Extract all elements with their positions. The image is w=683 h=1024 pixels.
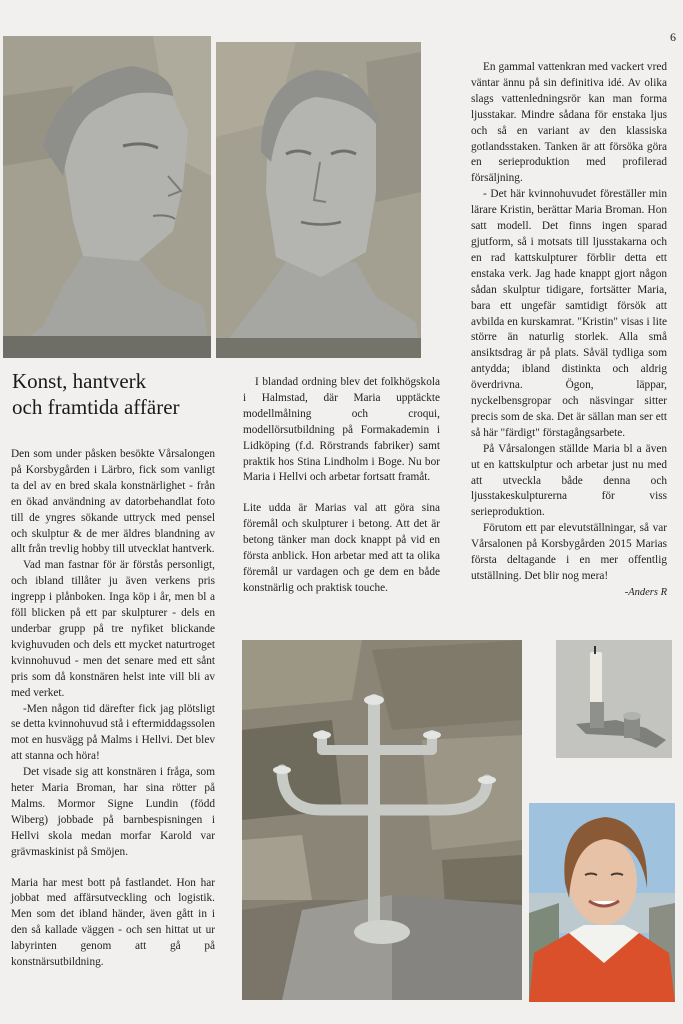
text-column-1	[11, 447, 215, 971]
paragraph: En gammal vattenkran med vackert vred väntar ännu på sin definitiva idé. Av olika slags vattenledningsrör kan man forma ljusstakar. Mindre sådana för enstaka ljus och så en variant av den klassiska gotlandsstaken. Tanken är att försöka göra en serieproduktion med profilerad försäljning.	[471, 61, 667, 185]
paragraph: I blandad ordning blev det folkhögskola i Halmstad, där Maria upptäckte modellmålning och croqui, modellörsutbildning på Formakademin i Lidköping (f.d. Rörstrands fabriker) samt praktik hos Stina Lindholm i Boge. Nu bor Maria i Hellvi och arbetar fortsatt framåt.	[243, 376, 440, 484]
article-title-line1: Konst, hantverk	[12, 369, 147, 393]
paragraph: Maria har mest bott på fastlandet. Hon har jobbat med affärsutveckling och logistik. Men som det ibland händer, även gått in i den så kallade väggen - och sen hittat ut ur labyrinten genom att gå på konstnärsutbildning.	[11, 876, 215, 969]
paragraph: Vad man fastnar för är förstås personligt, och ibland tillåter ju även verkens pris ingrepp i plånboken. Inga köp i år, men bl a föll blicken på ett par skulpturer - dels en underbar grupp på tre nyfiket blickande kvighuvuden och dels ett mycket naturtroget kvinnohuvud - men det senare med ett sånt pris som då konstnären helst inte vill bli av med verket.	[11, 559, 215, 699]
author-signature: -Anders R	[624, 586, 667, 598]
candelabra-photo	[242, 640, 522, 1000]
paragraph: På Vårsalongen ställde Maria bl a även ut en kattskulptur och arbetar just nu med att utveckla både denna och ljusstakeskulpturerna för viss serieproduktion.	[471, 442, 667, 519]
paragraph: -Men någon tid därefter fick jag plötsligt se detta kvinnohuvud stå i eftermiddagssolen mot en husvägg på Malms i Hellvi. Det blev att stanna och höra!	[11, 702, 215, 763]
paragraph: Den som under påsken besökte Vårsalongen på Korsbygården i Lärbro, fick som vanligt ta del av en bred skala konstnärlighet - från en ökad användning av datorbehandlat foto till de yngres sökande uttryck med pensel och skulptur & de mer äldres blandning av allt från trevlig hobby till utvecklat hantverk.	[11, 448, 215, 556]
candleholder-photo	[556, 640, 672, 758]
candleholder-photo-image	[556, 640, 672, 758]
text-column-3	[471, 60, 667, 601]
text-column-2	[243, 375, 440, 597]
artist-portrait-photo-image	[529, 803, 675, 1002]
bust-photo-right	[216, 42, 421, 358]
candelabra-photo-image	[242, 640, 522, 1000]
paragraph: Lite udda är Marias val att göra sina föremål och skulpturer i betong. Att det är betong tänker man dock knappt på vid en första anblick. Hon arbetar med att ta olika föremål ur vardagen och ge dem en både konstnärlig och praktisk touche.	[243, 502, 440, 594]
bust-photo-right-image	[216, 42, 421, 358]
article-title-line2: och framtida affärer	[12, 395, 180, 419]
artist-portrait-photo	[529, 803, 675, 1002]
paragraph: Det visade sig att konstnären i fråga, som heter Maria Broman, har sina rötter på Malms. Mormor Signe Lundin (född Wiberg) jobbade på barnbespisningen i Hellvi skola medan morfar Karold var grävmaskinist på Smöjen.	[11, 766, 215, 858]
paragraph: - Det här kvinnohuvudet föreställer min lärare Kristin, berättar Maria Broman. Hon satt modell. Det finns ingen sparad gjutform, så i motsats till ljusstakarna och en rad kattskulpturer förblir detta ett enstaka verk. Jag hade knappt gjort någon sådan skulptur tidigare, fortsätter Maria, bara ett ungefär samtidigt försök att avbilda en kurskamrat. "Kristin" visas i lite större än naturlig storlek. Alla små ansiktsdrag är på plats. Såväl tydliga som antydda; ibland distinkta och aldrig överdrivna. Ögon, läppar, nyckelbensgropar och näsvingar sitter precis som de ska. Det är sällan man ser ett så här "färdigt" förstagångsarbete.	[471, 188, 667, 439]
article-title	[12, 368, 227, 420]
paragraph: Förutom ett par elevutställningar, så var Vårsalonen på Korsbygården 2015 Marias första deltagande i en mer offentlig utställning. Det blir nog mera!	[471, 522, 667, 582]
bust-photo-left-image	[3, 36, 211, 358]
bust-photo-left	[3, 36, 211, 358]
page-number: 6	[670, 30, 676, 44]
